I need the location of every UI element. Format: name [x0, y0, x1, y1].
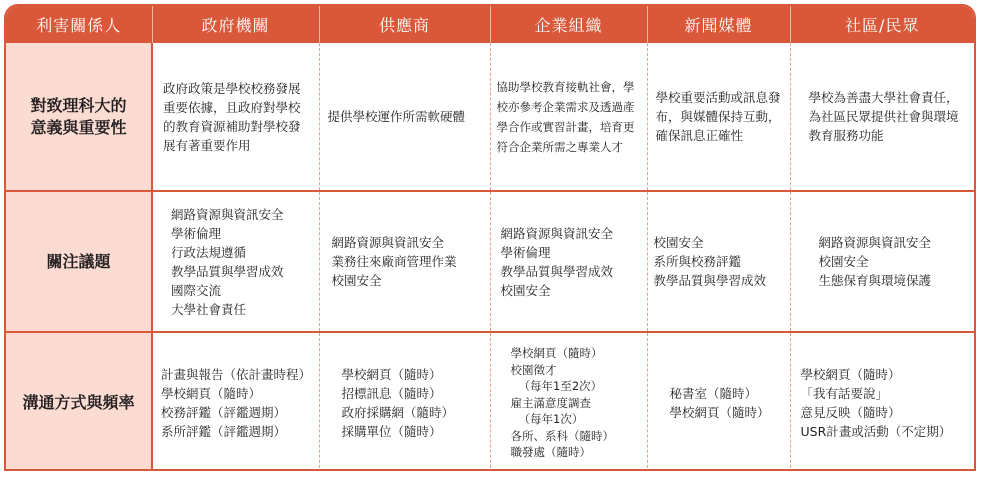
- cell-communication-enterprise: [490, 332, 647, 471]
- stakeholder-table-frame: [4, 4, 976, 471]
- list-item: 教學品質與學習成效: [171, 263, 284, 279]
- list-item: 大學社會責任: [171, 301, 247, 317]
- list-item: 「我有話要說」: [800, 386, 889, 401]
- list-item: （每年1次）: [518, 412, 584, 427]
- cell-issues-government: [152, 191, 319, 332]
- list-item: USR計畫或活動（不定期）: [800, 424, 952, 439]
- list-item: 國際交流: [171, 282, 222, 298]
- list-item: 各所、系科（隨時）: [510, 428, 614, 443]
- list-item: 校園徵才: [510, 362, 557, 377]
- list-item: 招標訊息（隨時）: [341, 386, 442, 401]
- table-row-communication: [6, 332, 974, 471]
- list-item: 職發處（隨時）: [510, 445, 591, 460]
- list-item: 秘書室（隨時）: [669, 386, 758, 401]
- list-item: 系所評鑑（評鑑週期）: [161, 424, 287, 439]
- list-item: 校園安全: [331, 273, 382, 288]
- list-item: 行政法規遵循: [171, 244, 247, 260]
- list-item: 網路資源與資訊安全: [171, 206, 284, 222]
- row-label-significance: 對致理科大的 意義與重要性: [6, 43, 152, 191]
- list-item: 學術倫理: [171, 225, 222, 241]
- header-media: 新聞媒體: [647, 6, 790, 43]
- cell-communication-government: [152, 332, 319, 471]
- cell-communication-community: [790, 332, 974, 471]
- list-item: 網路資源與資訊安全: [331, 235, 445, 250]
- list-item: 校務評鑑（評鑑週期）: [161, 405, 287, 420]
- list-item: 學術倫理: [500, 244, 551, 260]
- list-item: 採購單位（隨時）: [341, 424, 442, 439]
- header-stakeholder: 利害關係人: [6, 6, 152, 43]
- list-item: 校園安全: [653, 235, 704, 250]
- row-label-issues: 關注議題: [6, 191, 152, 332]
- header-community: 社區/民眾: [790, 6, 974, 43]
- list-item: 網路資源與資訊安全: [500, 225, 614, 241]
- list-item: 教學品質與學習成效: [653, 273, 767, 288]
- cell-significance-enterprise: 協助學校教育接軌社會，學校亦參考企業需求及透過產學合作或實習計畫，培育更符合企業所需之專業人才: [490, 43, 647, 191]
- list-item: 校園安全: [500, 282, 551, 298]
- cell-issues-media: [647, 191, 790, 332]
- header-row: [6, 6, 974, 43]
- header-government: 政府機關: [152, 6, 319, 43]
- cell-issues-enterprise: [490, 191, 647, 332]
- cell-issues-supplier: [319, 191, 490, 332]
- list-item: 雇主滿意度調查: [510, 395, 591, 410]
- header-enterprise: 企業組織: [490, 6, 647, 43]
- stakeholder-table: [6, 6, 974, 471]
- list-item: （每年1至2次）: [518, 379, 603, 394]
- list-item: 生態保育與環境保護: [818, 273, 932, 288]
- list-item: 校園安全: [818, 254, 869, 269]
- list-item: 學校網頁（隨時）: [800, 367, 901, 382]
- cell-significance-media: 學校重要活動或訊息發布，與媒體保持互動，確保訊息正確性: [647, 43, 790, 191]
- list-item: 學校網頁（隨時）: [669, 405, 770, 420]
- cell-issues-community: [790, 191, 974, 332]
- list-item: 網路資源與資訊安全: [818, 235, 932, 250]
- header-supplier: 供應商: [319, 6, 490, 43]
- cell-significance-supplier: 提供學校運作所需軟硬體: [319, 43, 490, 191]
- list-item: 學校網頁（隨時）: [510, 346, 603, 361]
- cell-significance-community: 學校為善盡大學社會責任，為社區民眾提供社會與環境教育服務功能: [790, 43, 974, 191]
- cell-communication-media: [647, 332, 790, 471]
- list-item: 意見反映（隨時）: [800, 405, 901, 420]
- list-item: 系所與校務評鑑: [653, 254, 742, 269]
- list-item: 教學品質與學習成效: [500, 263, 614, 279]
- list-item: 計畫與報告（依計畫時程）: [161, 367, 312, 382]
- row-label-communication: 溝通方式與頻率: [6, 332, 152, 471]
- table-row-issues: [6, 191, 974, 332]
- table-row-significance: [6, 43, 974, 191]
- cell-communication-supplier: [319, 332, 490, 471]
- list-item: 學校網頁（隨時）: [341, 367, 442, 382]
- cell-significance-government: 政府政策是學校校務發展重要依據，且政府對學校的教育資源補助對學校發展有著重要作用: [152, 43, 319, 191]
- list-item: 政府採購網（隨時）: [341, 405, 455, 420]
- list-item: 業務往來廠商管理作業: [331, 254, 457, 269]
- list-item: 學校網頁（隨時）: [161, 386, 262, 401]
